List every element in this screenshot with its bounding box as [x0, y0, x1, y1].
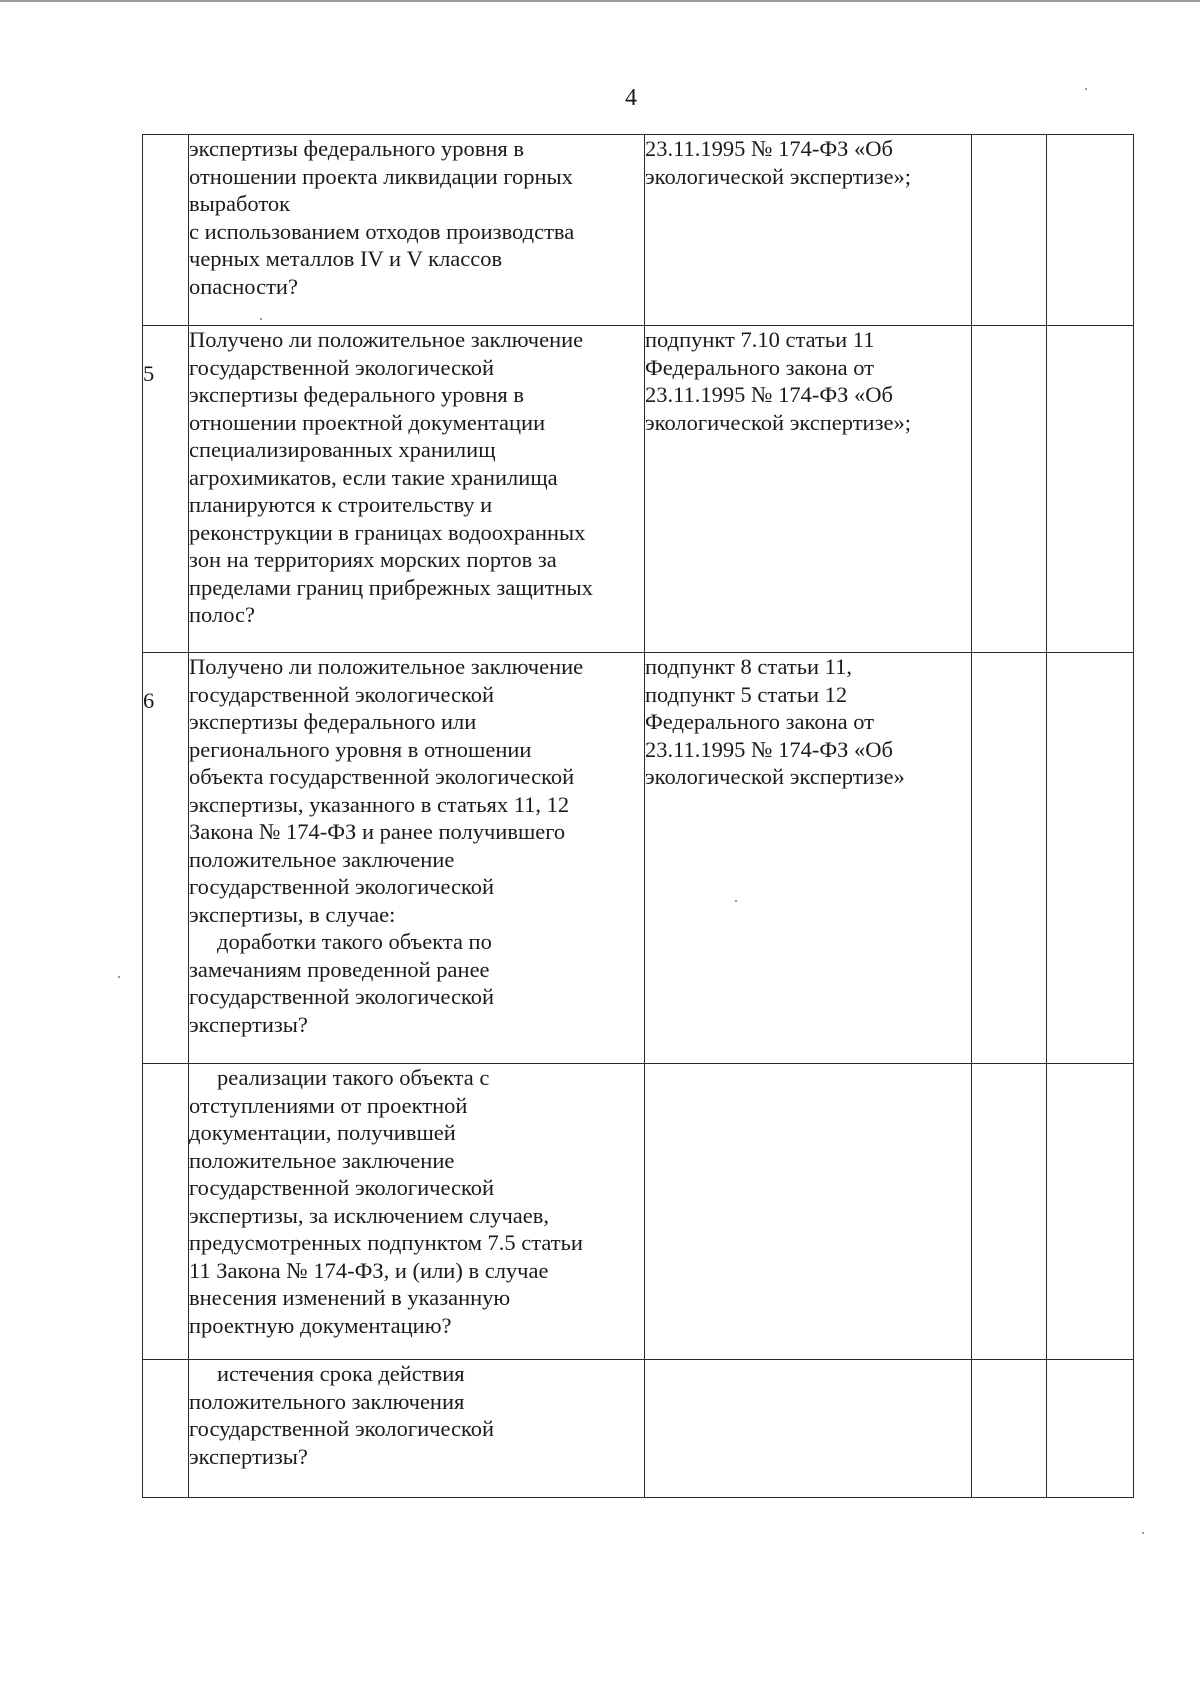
note-cell [1047, 326, 1134, 653]
legal-reference-line: 23.11.1995 № 174-ФЗ «Об [645, 136, 893, 161]
question-line: специализированных хранилищ [189, 437, 496, 462]
question-line: положительного заключения [189, 1388, 465, 1414]
question-line: истечения срока действия [217, 1361, 465, 1386]
legal-reference-line: 23.11.1995 № 174-ФЗ «Об [645, 736, 893, 762]
question-cell [189, 1360, 645, 1498]
scan-speck [260, 318, 262, 320]
scan-top-edge [0, 0, 1200, 2]
question-line: положительное заключение [189, 846, 455, 872]
legal-reference-cell [645, 135, 972, 326]
answer-cell [972, 135, 1047, 326]
row-number: 6 [143, 688, 155, 713]
question-line: предусмотренных подпунктом 7.5 статьи [189, 1230, 583, 1255]
legal-reference-cell [645, 653, 972, 1064]
question-line: внесения изменений в указанную [189, 1285, 511, 1310]
scan-speck [1085, 88, 1087, 90]
table-row [143, 1064, 1134, 1360]
question-line: государственной экологической [189, 354, 495, 380]
question-cell [189, 653, 645, 1064]
question-line: экспертизы, за исключением случаев, [189, 1202, 549, 1228]
question-line: документации, получившей [189, 1120, 456, 1145]
row-number: 5 [143, 361, 155, 386]
question-line: 11 Закона № 174-ФЗ, и (или) в случае [189, 1257, 549, 1283]
legal-reference-line: экологической экспертизе» [645, 764, 905, 789]
note-cell [1047, 1064, 1134, 1360]
question-line: полос? [189, 602, 256, 627]
checklist-table [142, 134, 1134, 1498]
question-line: государственной экологической [189, 681, 495, 707]
answer-cell [972, 1064, 1047, 1360]
note-cell [1047, 653, 1134, 1064]
row-number-cell [143, 135, 189, 326]
question-line: экспертизы, в случае: [189, 901, 396, 927]
answer-cell [972, 1360, 1047, 1498]
row-number-cell [143, 1064, 189, 1360]
question-cell [189, 135, 645, 326]
answer-cell [972, 653, 1047, 1064]
legal-reference-line: подпункт 7.10 статьи 11 [645, 327, 875, 352]
legal-reference-line: подпункт 8 статьи 11, [645, 654, 852, 679]
question-line: экспертизы федерального уровня в [189, 382, 524, 407]
question-line: положительное заключение [189, 1147, 455, 1173]
table-row [143, 653, 1134, 1064]
table-row [143, 326, 1134, 653]
question-line: экспертизы? [189, 1443, 308, 1469]
answer-cell [972, 326, 1047, 653]
table-row [143, 1360, 1134, 1498]
scan-speck [118, 976, 120, 978]
legal-reference-line: экологической экспертизе»; [645, 409, 911, 435]
row-number-cell [143, 653, 189, 1064]
question-line: проектную документацию? [189, 1312, 452, 1338]
question-line: экспертизы, указанного в статьях 11, 12 [189, 791, 570, 817]
question-line: отношении проектной документации [189, 409, 546, 435]
question-line: регионального уровня в отношении [189, 736, 532, 762]
question-line: экспертизы федерального уровня в [189, 136, 524, 161]
question-line: пределами границ прибрежных защитных [189, 574, 593, 600]
row-number-cell [143, 1360, 189, 1498]
question-line: объекта государственной экологической [189, 764, 575, 789]
question-line: Закона № 174-ФЗ и ранее получившего [189, 819, 566, 844]
question-line: планируются к строительству и [189, 492, 493, 517]
legal-reference-cell [645, 1360, 972, 1498]
question-line: с использованием отходов производства [189, 218, 575, 244]
question-line: экспертизы? [189, 1011, 308, 1037]
legal-reference-line: Федерального закона от [645, 709, 875, 734]
question-line: государственной экологической [189, 1416, 495, 1441]
question-line: отношении проекта ликвидации горных [189, 163, 573, 189]
question-cell [189, 326, 645, 653]
question-line: доработки такого объекта по [217, 929, 492, 954]
question-line: государственной экологической [189, 1175, 495, 1200]
question-cell [189, 1064, 645, 1360]
question-line: Получено ли положительное заключение [189, 327, 584, 352]
question-line: замечаниям проведенной ранее [189, 956, 490, 982]
question-line: реализации такого объекта с [217, 1065, 490, 1090]
legal-reference-line: 23.11.1995 № 174-ФЗ «Об [645, 382, 893, 407]
note-cell [1047, 135, 1134, 326]
legal-reference-line: подпункт 5 статьи 12 [645, 681, 848, 707]
legal-reference-line: экологической экспертизе»; [645, 163, 911, 189]
legal-reference-line: Федерального закона от [645, 354, 875, 380]
note-cell [1047, 1360, 1134, 1498]
question-line: государственной экологической [189, 874, 495, 899]
table-row [143, 135, 1134, 326]
row-number-cell [143, 326, 189, 653]
legal-reference-cell [645, 326, 972, 653]
scan-speck [735, 900, 737, 902]
question-line: отступлениями от проектной [189, 1092, 468, 1118]
question-line: государственной экологической [189, 984, 495, 1009]
question-line: опасности? [189, 273, 298, 299]
scan-speck [1142, 1532, 1144, 1534]
question-line: агрохимикатов, если такие хранилища [189, 464, 558, 490]
question-line: реконструкции в границах водоохранных [189, 519, 586, 545]
question-line: экспертизы федерального или [189, 709, 477, 734]
page-number: 4 [625, 85, 637, 111]
question-line: зон на территориях морских портов за [189, 547, 557, 572]
question-line: Получено ли положительное заключение [189, 654, 584, 679]
legal-reference-cell [645, 1064, 972, 1360]
question-line: выработок [189, 191, 291, 216]
question-line: черных металлов IV и V классов [189, 246, 503, 271]
